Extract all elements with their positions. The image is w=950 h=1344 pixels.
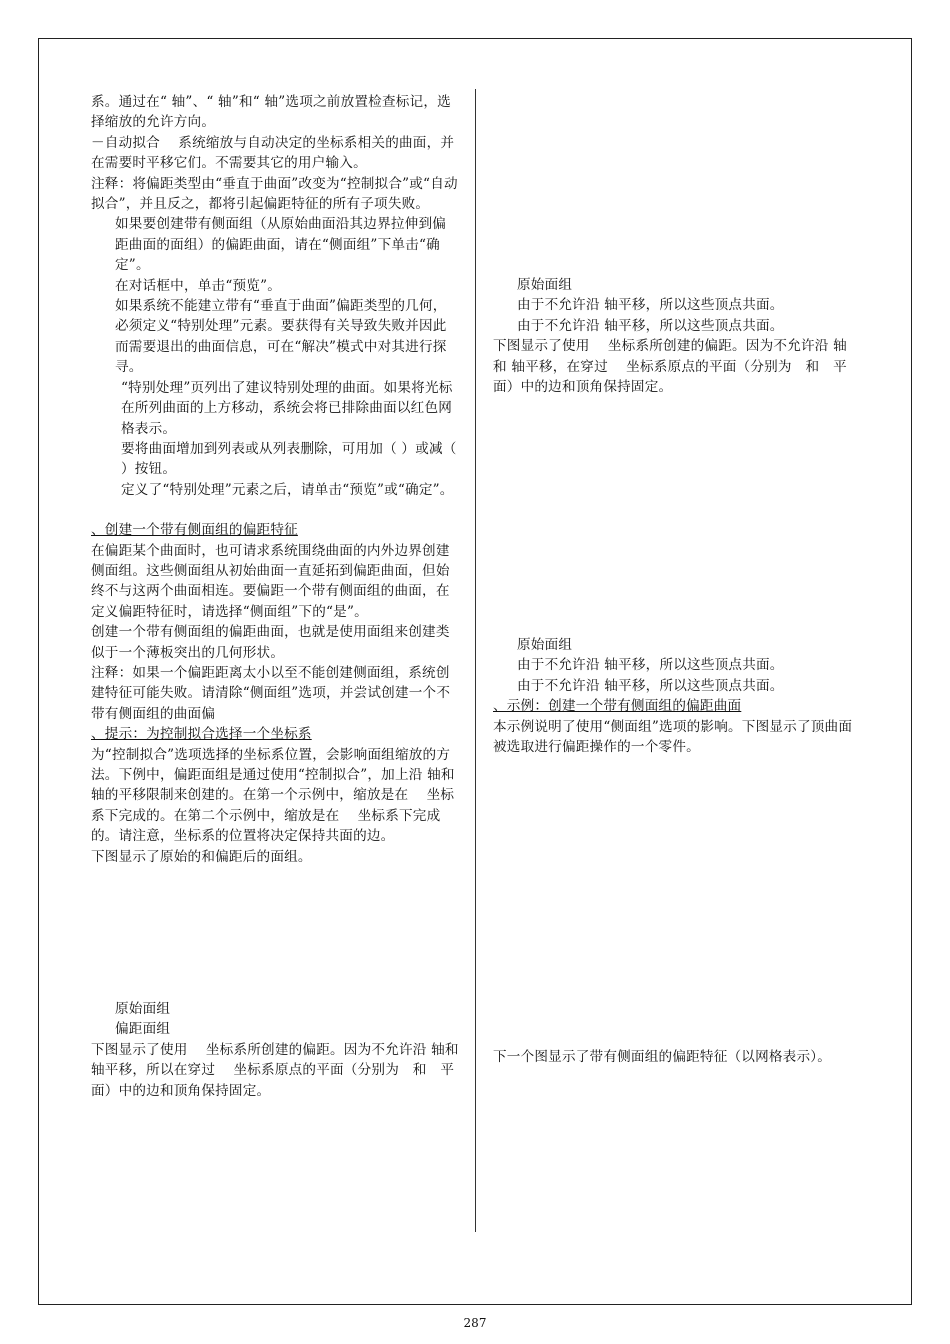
page-number: 287 (463, 1316, 487, 1330)
figure-note: 由于不允许沿 轴平移，所以这些顶点共面。 (517, 297, 784, 314)
section-heading: 、创建一个带有侧面组的偏距特征 (91, 522, 298, 539)
paragraph: 下图显示了使用 坐标系所创建的偏距。因为不允许沿 轴和 轴平移，在穿过 坐标系原点的平面（分别为 和 平面）中的边和顶角保持固定。 (493, 338, 847, 396)
paragraph: 要将曲面增加到列表或从列表删除，可用加（ ）或减（ ）按钮。 (121, 440, 457, 478)
figure-note: 由于不允许沿 轴平移，所以这些顶点共面。 (517, 677, 784, 694)
figure-placeholder (91, 867, 459, 999)
paragraph: 为“控制拟合”选项选择的坐标系位置，会影响面组缩放的方法。下例中，偏距面组是通过使用“控制拟合”，加上沿 轴和 轴的平移限制来创建的。在第一个示例中，缩放是在 坐标系下完成的。在第二个示例中，缩放是在 坐标系下完成的。请注意，坐标系的位置将决定保持共面的边。 (91, 746, 455, 845)
paragraph: －自动拟合 系统缩放与自动决定的坐标系相关的曲面，并在需要时平移它们。不需要其它的用户输入。 (91, 134, 455, 172)
right-block-1 (493, 275, 853, 397)
paragraph: 下图显示了原始的和偏距后的面组。 (91, 848, 312, 865)
figure-note: 由于不允许沿 轴平移，所以这些顶点共面。 (517, 657, 784, 674)
section-heading: 、示例：创建一个带有侧面组的偏距曲面 (493, 698, 742, 715)
figure-note: 由于不允许沿 轴平移，所以这些顶点共面。 (517, 317, 784, 334)
section-heading: 、提示：为控制拟合选择一个坐标系 (91, 726, 312, 743)
right-block-2 (493, 635, 853, 757)
note: 注释：如果一个偏距距离太小以至不能创建侧面组，系统创建特征可能失败。请清除“侧面组”选项，并尝试创建一个不带有侧面组的曲面偏 (91, 664, 451, 722)
left-column (91, 92, 459, 1101)
paragraph: 创建一个带有侧面组的偏距曲面，也就是使用面组来创建类似于一个薄板突出的几何形状。 (91, 624, 450, 661)
paragraph: 下图显示了使用 坐标系所创建的偏距。因为不允许沿 轴和 轴平移，所以在穿过 坐标系原点的平面（分别为 和 平面）中的边和顶角保持固定。 (91, 1041, 459, 1099)
paragraph: 在对话框中，单击“预览”。 (115, 277, 282, 294)
figure-caption: 原始面组 (115, 1001, 171, 1018)
paragraph: 如果要创建带有侧面组（从原始曲面沿其边界拉伸到偏距曲面的面组）的偏距曲面，请在“侧面组”下单击“确定”。 (115, 216, 447, 274)
figure-caption: 原始面组 (517, 277, 573, 293)
paragraph: 下一个图显示了带有侧面组的偏距特征（以网格表示）。 (493, 1049, 832, 1065)
paragraph: 定义了“特别处理”元素之后，请单击“预览”或“确定”。 (121, 481, 454, 498)
figure-caption: 偏距面组 (115, 1021, 171, 1038)
note: 注释：将偏距类型由“垂直于曲面”改变为“控制拟合”或“自动拟合”，并且反之，都将引起偏距特征的所有子项失败。 (91, 175, 458, 213)
right-block-3 (493, 1047, 853, 1067)
paragraph: 本示例说明了使用“侧面组”选项的影响。下图显示了顶曲面被选取进行偏距操作的一个零件。 (493, 718, 853, 756)
paragraph: 在偏距某个曲面时，也可请求系统围绕曲面的内外边界创建侧面组。这些侧面组从初始曲面一直延拓到偏距曲面，但始终不与这两个曲面相连。要偏距一个带有侧面组的曲面，在定义偏距特征时，请选择“侧面组”下的“是”。 (91, 542, 450, 620)
figure-caption: 原始面组 (517, 637, 573, 653)
paragraph: 系。通过在“ 轴”、“ 轴”和“ 轴”选项之前放置检查标记，选择缩放的允许方向。 (91, 94, 451, 131)
paragraph: 如果系统不能建立带有“垂直于曲面”偏距类型的几何，必须定义“特别处理”元素。要获得有关导致失败并因此而需要退出的曲面信息，可在“解决”模式中对其进行探寻。 (115, 298, 447, 376)
column-divider (475, 89, 476, 1232)
paragraph: “特别处理”页列出了建议特别处理的曲面。如果将光标在所列曲面的上方移动，系统会将已排除曲面以红色网格表示。 (121, 379, 453, 437)
